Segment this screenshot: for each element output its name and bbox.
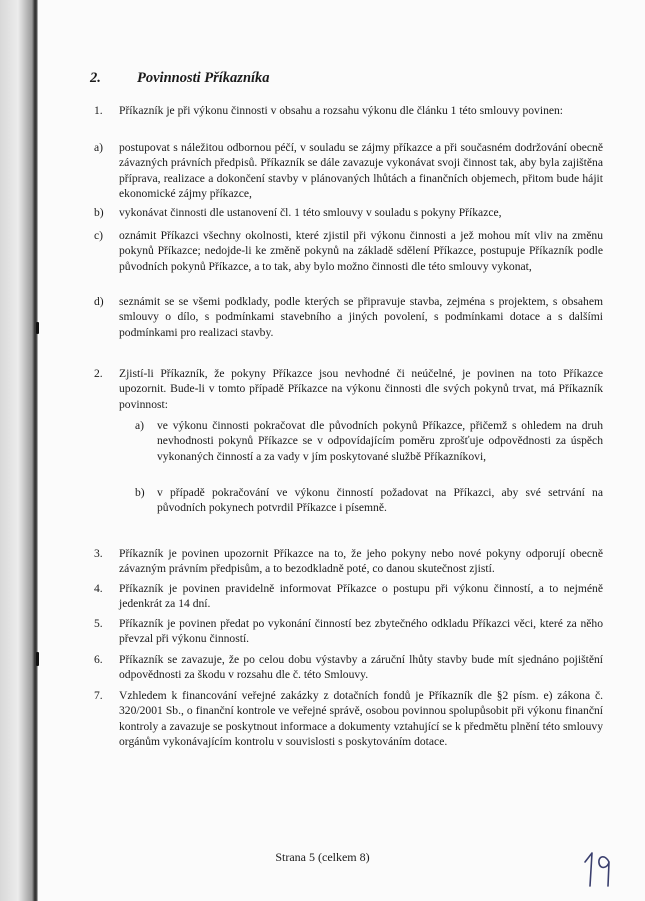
clause-label: b) <box>135 486 145 499</box>
clause-2b <box>135 485 603 516</box>
clause-7 <box>94 688 603 750</box>
handwritten-number-drawing <box>581 848 617 888</box>
clause-label: d) <box>94 295 104 308</box>
clause-text: Zjistí-li Příkazník, že pokyny Příkazce jsou nevhodné či neúčelné, je povinen na toto Příkazce upozornit. Bude-li v tomto případě Příkazce na výkonu činnosti dle svých pokynů trvat, má Příkazník povinnost: <box>119 367 603 411</box>
section-heading <box>90 70 270 87</box>
clause-2a <box>135 418 603 464</box>
clause-text: ve výkonu činnosti pokračovat dle původních pokynů Příkazce, přičemž s ohledem na druh nevhodnosti pokynů Příkazce se v odpovídajícím poměru zprošťuje odpovědnosti za úspěch vykonaných činností a za vady v jím poskytované službě Příkazníkovi, <box>157 419 603 463</box>
punch-mark <box>36 322 39 334</box>
clause-1d <box>94 294 603 340</box>
clause-4 <box>94 581 603 612</box>
punch-mark <box>36 652 39 666</box>
clause-text: Příkazník je povinen předat po vykonání činností bez zbytečného odkladu Příkazci věci, které za něho převzal při výkonu činností. <box>119 617 603 646</box>
clause-text: vykonávat činnosti dle ustanovení čl. 1 této smlouvy v souladu s pokyny Příkazce, <box>119 206 502 219</box>
clause-2 <box>94 366 603 412</box>
clause-text: Vzhledem k financování veřejné zakázky z dotačních fondů je Příkazník dle §2 písm. e) zákona č. 320/2001 Sb., o finanční kontrole ve veřejné správě, osobou povinnou spolupůsobit při výkonu finanční kontroly a zavazuje se poskytnout informace a dokumenty vztahující se k předmětu plnění této smlouvy orgánům vykonávajícím kontrolu v souvislosti s poskytováním dotace. <box>119 689 603 749</box>
section-number: 2. <box>90 70 101 86</box>
clause-label: c) <box>94 229 104 242</box>
clause-5 <box>94 616 603 647</box>
clause-label: 4. <box>94 582 103 595</box>
clause-text: seznámit se se všemi podklady, podle kterých se připravuje stavba, zejména s projektem, s obsahem smlouvy o dílo, s podmínkami stavebního a jiných povolení, s podmínkami dotace a s dalšími podmínkami pro realizaci stavby. <box>119 295 603 339</box>
clause-1 <box>94 103 603 118</box>
clause-3 <box>94 546 603 577</box>
scan-binding-edge <box>0 0 38 901</box>
clause-text: oznámit Příkazci všechny okolnosti, které zjistil při výkonu činnosti a jež mohou mít vliv na změnu pokynů Příkazce; nedojde-li ke změně pokynů na základě sdělení Příkazce, postupuje Příkazník podle původních pokynů Příkazce, a to tak, aby bylo možno činnosti dle této smlouvy vykonat, <box>119 229 603 273</box>
clause-label: a) <box>135 419 145 432</box>
clause-text: v případě pokračování ve výkonu činností požadovat na Příkazci, aby své setrvání na původních pokynech potvrdil Příkazce i písemně. <box>157 486 603 515</box>
clause-text: Příkazník je povinen upozornit Příkazce na to, že jeho pokyny nebo nové pokyny odporují obecně závazným právním předpisům, a to bezodkladně poté, co danou skutečnost zjistí. <box>119 547 603 576</box>
clause-text: Příkazník je při výkonu činnosti v obsahu a rozsahu výkonu dle článku 1 této smlouvy povinen: <box>119 104 564 117</box>
handwritten-page-number <box>581 848 617 893</box>
clause-label: 1. <box>94 104 103 117</box>
clause-label: 2. <box>94 367 103 380</box>
clause-6 <box>94 652 603 683</box>
clause-label: 6. <box>94 653 103 666</box>
clause-label: 7. <box>94 689 103 702</box>
clause-text: Příkazník se zavazuje, že po celou dobu výstavby a záruční lhůty stavby bude mít sjednáno pojištění odpovědnosti za škodu v rozsahu dle č. této Smlouvy. <box>119 653 603 682</box>
clause-label: 3. <box>94 547 103 560</box>
page-footer: Strana 5 (celkem 8) <box>275 850 370 864</box>
clause-label: a) <box>94 141 104 154</box>
clause-label: b) <box>94 206 104 219</box>
clause-text: Příkazník je povinen pravidelně informovat Příkazce o postupu při výkonu činností, a to nejméně jedenkrát za 14 dní. <box>119 582 603 611</box>
clause-1a <box>94 140 603 202</box>
clause-text: postupovat s náležitou odbornou péčí, v souladu se zájmy příkazce a při současném dodržování obecně závazných právních předpisů. Příkazník se dále zavazuje vykonávat svoji činnost tak, aby byla zajištěna příprava, realizace a dokončení stavby v plánovaných lhůtách a finančních objemech, přitom bude hájit ekonomické zájmy příkazce, <box>119 141 603 201</box>
clause-1b <box>94 205 603 220</box>
clause-1c <box>94 228 603 274</box>
section-title: Povinnosti Příkazníka <box>137 70 270 86</box>
clause-label: 5. <box>94 617 103 630</box>
